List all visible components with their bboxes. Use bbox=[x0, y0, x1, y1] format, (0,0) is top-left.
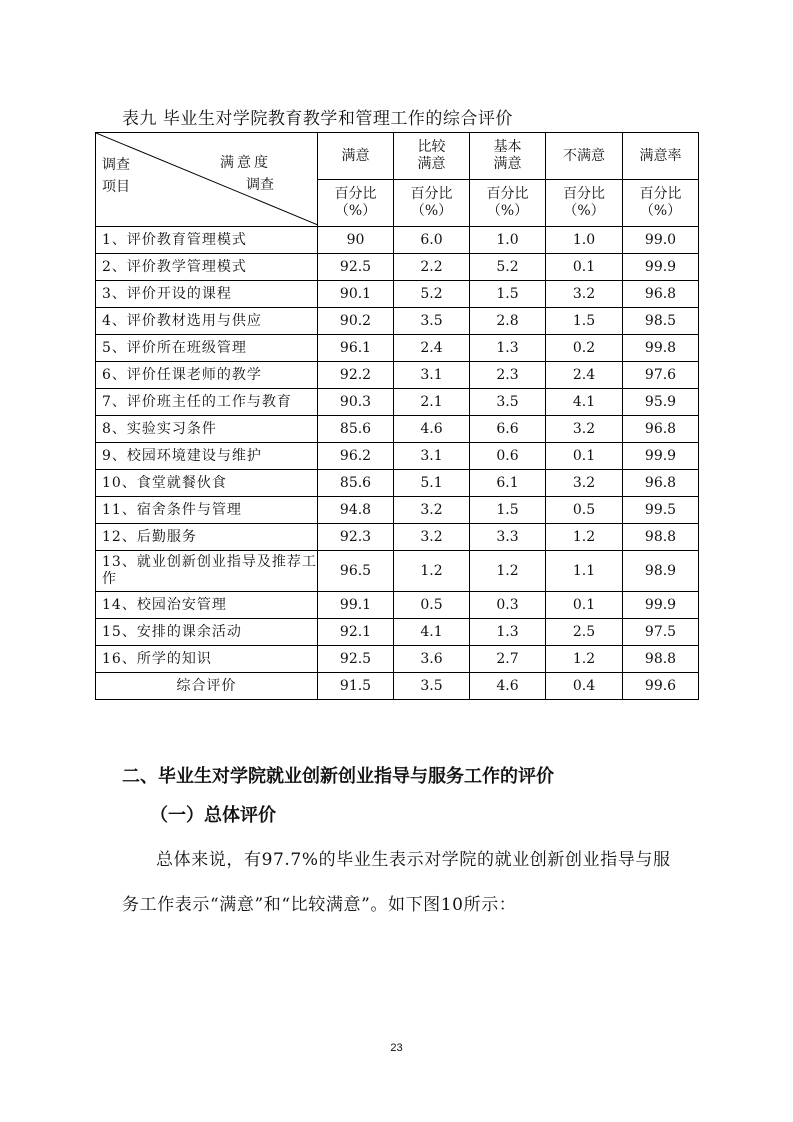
value-cell: 3.5 bbox=[394, 673, 470, 700]
value-cell: 3.6 bbox=[394, 646, 470, 673]
value-cell: 98.5 bbox=[623, 308, 699, 335]
value-cell: 97.5 bbox=[623, 619, 699, 646]
section-heading: 二、毕业生对学院就业创新创业指导与服务工作的评价 bbox=[122, 766, 554, 787]
value-cell: 98.8 bbox=[623, 524, 699, 551]
value-cell: 2.2 bbox=[394, 254, 470, 281]
table-row bbox=[96, 281, 699, 308]
col-header-satisfied: 满意 bbox=[318, 133, 394, 180]
value-cell: 94.8 bbox=[318, 497, 394, 524]
value-cell: 99.8 bbox=[623, 335, 699, 362]
value-cell: 1.2 bbox=[546, 646, 623, 673]
value-cell: 5.2 bbox=[470, 254, 546, 281]
item-cell: 1、评价教育管理模式 bbox=[96, 227, 318, 254]
item-cell: 6、评价任课老师的教学 bbox=[96, 362, 318, 389]
value-cell: 98.8 bbox=[623, 646, 699, 673]
unit-cell: 百分比 （%） bbox=[546, 180, 623, 227]
evaluation-table bbox=[95, 132, 699, 700]
item-cell: 11、宿舍条件与管理 bbox=[96, 497, 318, 524]
item-cell: 14、校园治安管理 bbox=[96, 592, 318, 619]
value-cell: 2.7 bbox=[470, 646, 546, 673]
value-cell: 85.6 bbox=[318, 470, 394, 497]
value-cell: 1.0 bbox=[546, 227, 623, 254]
value-cell: 2.4 bbox=[394, 335, 470, 362]
value-cell: 3.3 bbox=[470, 524, 546, 551]
value-cell: 99.9 bbox=[623, 254, 699, 281]
value-cell: 96.2 bbox=[318, 443, 394, 470]
value-cell: 98.9 bbox=[623, 551, 699, 592]
value-cell: 99.5 bbox=[623, 497, 699, 524]
value-cell: 4.1 bbox=[546, 389, 623, 416]
value-cell: 3.2 bbox=[394, 524, 470, 551]
corner-label-satisfaction: 满意度 bbox=[220, 155, 271, 171]
value-cell: 95.9 bbox=[623, 389, 699, 416]
value-cell: 0.5 bbox=[394, 592, 470, 619]
table-row bbox=[96, 362, 699, 389]
value-cell: 1.3 bbox=[470, 335, 546, 362]
header-corner-cell bbox=[96, 133, 318, 227]
value-cell: 0.2 bbox=[546, 335, 623, 362]
value-cell: 99.1 bbox=[318, 592, 394, 619]
value-cell: 90 bbox=[318, 227, 394, 254]
table-row bbox=[96, 416, 699, 443]
col-header-fairly-satisfied: 比较 满意 bbox=[394, 133, 470, 180]
item-cell: 10、食堂就餐伙食 bbox=[96, 470, 318, 497]
corner-label-item: 项目 bbox=[102, 179, 130, 195]
value-cell: 91.5 bbox=[318, 673, 394, 700]
value-cell: 92.5 bbox=[318, 254, 394, 281]
table-row bbox=[96, 389, 699, 416]
unit-cell: 百分比 （%） bbox=[394, 180, 470, 227]
item-cell: 15、安排的课余活动 bbox=[96, 619, 318, 646]
value-cell: 1.0 bbox=[470, 227, 546, 254]
value-cell: 3.2 bbox=[546, 281, 623, 308]
value-cell: 2.8 bbox=[470, 308, 546, 335]
value-cell: 0.5 bbox=[546, 497, 623, 524]
page-number: 23 bbox=[390, 1042, 403, 1054]
value-cell: 99.9 bbox=[623, 592, 699, 619]
value-cell: 99.0 bbox=[623, 227, 699, 254]
item-cell: 12、后勤服务 bbox=[96, 524, 318, 551]
value-cell: 96.8 bbox=[623, 281, 699, 308]
item-cell: 13、就业创新创业指导及推荐工作 bbox=[96, 551, 318, 592]
item-cell: 16、所学的知识 bbox=[96, 646, 318, 673]
item-cell: 8、实验实习条件 bbox=[96, 416, 318, 443]
value-cell: 0.1 bbox=[546, 592, 623, 619]
value-cell: 85.6 bbox=[318, 416, 394, 443]
col-header-basically-satisfied: 基本 满意 bbox=[470, 133, 546, 180]
table-row bbox=[96, 308, 699, 335]
value-cell: 3.5 bbox=[394, 308, 470, 335]
value-cell: 2.5 bbox=[546, 619, 623, 646]
item-cell: 3、评价开设的课程 bbox=[96, 281, 318, 308]
subsection-heading: （一）总体评价 bbox=[150, 805, 276, 826]
table-row bbox=[96, 470, 699, 497]
value-cell: 3.2 bbox=[394, 497, 470, 524]
value-cell: 90.2 bbox=[318, 308, 394, 335]
value-cell: 92.3 bbox=[318, 524, 394, 551]
table-row bbox=[96, 646, 699, 673]
value-cell: 99.6 bbox=[623, 673, 699, 700]
value-cell: 3.2 bbox=[546, 416, 623, 443]
table-row bbox=[96, 443, 699, 470]
table-row bbox=[96, 592, 699, 619]
table-row bbox=[96, 497, 699, 524]
value-cell: 1.2 bbox=[394, 551, 470, 592]
item-cell: 9、校园环境建设与维护 bbox=[96, 443, 318, 470]
value-cell: 0.6 bbox=[470, 443, 546, 470]
value-cell: 4.6 bbox=[470, 673, 546, 700]
value-cell: 96.8 bbox=[623, 470, 699, 497]
value-cell: 1.2 bbox=[546, 524, 623, 551]
value-cell: 92.2 bbox=[318, 362, 394, 389]
value-cell: 2.3 bbox=[470, 362, 546, 389]
value-cell: 96.8 bbox=[623, 416, 699, 443]
value-cell: 3.2 bbox=[546, 470, 623, 497]
value-cell: 3.1 bbox=[394, 362, 470, 389]
value-cell: 0.4 bbox=[546, 673, 623, 700]
unit-cell: 百分比 （%） bbox=[623, 180, 699, 227]
value-cell: 2.1 bbox=[394, 389, 470, 416]
value-cell: 1.3 bbox=[470, 619, 546, 646]
value-cell: 92.1 bbox=[318, 619, 394, 646]
value-cell: 99.9 bbox=[623, 443, 699, 470]
total-label-cell: 综合评价 bbox=[96, 673, 318, 700]
value-cell: 4.1 bbox=[394, 619, 470, 646]
table-row bbox=[96, 524, 699, 551]
unit-cell: 百分比 （%） bbox=[318, 180, 394, 227]
value-cell: 0.1 bbox=[546, 254, 623, 281]
value-cell: 97.6 bbox=[623, 362, 699, 389]
value-cell: 0.1 bbox=[546, 443, 623, 470]
value-cell: 0.3 bbox=[470, 592, 546, 619]
value-cell: 92.5 bbox=[318, 646, 394, 673]
table-row bbox=[96, 619, 699, 646]
col-header-dissatisfied: 不满意 bbox=[546, 133, 623, 180]
value-cell: 5.2 bbox=[394, 281, 470, 308]
table-row bbox=[96, 551, 699, 592]
summary-paragraph: 总体来说，有97.7%的毕业生表示对学院的就业创新创业指导与服务工作表示“满意”和“比较满意”。如下图10所示： bbox=[122, 850, 671, 915]
table-caption: 表九 毕业生对学院教育教学和管理工作的综合评价 bbox=[122, 109, 513, 129]
value-cell: 1.5 bbox=[546, 308, 623, 335]
item-cell: 4、评价教材选用与供应 bbox=[96, 308, 318, 335]
table-total-row bbox=[96, 673, 699, 700]
value-cell: 6.1 bbox=[470, 470, 546, 497]
value-cell: 4.6 bbox=[394, 416, 470, 443]
table-row bbox=[96, 227, 699, 254]
value-cell: 2.4 bbox=[546, 362, 623, 389]
table-row bbox=[96, 335, 699, 362]
value-cell: 6.0 bbox=[394, 227, 470, 254]
value-cell: 96.5 bbox=[318, 551, 394, 592]
item-cell: 7、评价班主任的工作与教育 bbox=[96, 389, 318, 416]
value-cell: 1.5 bbox=[470, 281, 546, 308]
value-cell: 1.1 bbox=[546, 551, 623, 592]
unit-cell: 百分比 （%） bbox=[470, 180, 546, 227]
value-cell: 90.3 bbox=[318, 389, 394, 416]
value-cell: 3.1 bbox=[394, 443, 470, 470]
value-cell: 96.1 bbox=[318, 335, 394, 362]
corner-label-survey-2: 调查 bbox=[246, 177, 274, 193]
col-header-satisfaction-rate: 满意率 bbox=[623, 133, 699, 180]
value-cell: 1.2 bbox=[470, 551, 546, 592]
item-cell: 2、评价教学管理模式 bbox=[96, 254, 318, 281]
value-cell: 6.6 bbox=[470, 416, 546, 443]
item-cell: 5、评价所在班级管理 bbox=[96, 335, 318, 362]
table-row bbox=[96, 254, 699, 281]
value-cell: 1.5 bbox=[470, 497, 546, 524]
value-cell: 3.5 bbox=[470, 389, 546, 416]
corner-label-survey: 调查 bbox=[102, 157, 130, 173]
value-cell: 5.1 bbox=[394, 470, 470, 497]
value-cell: 90.1 bbox=[318, 281, 394, 308]
